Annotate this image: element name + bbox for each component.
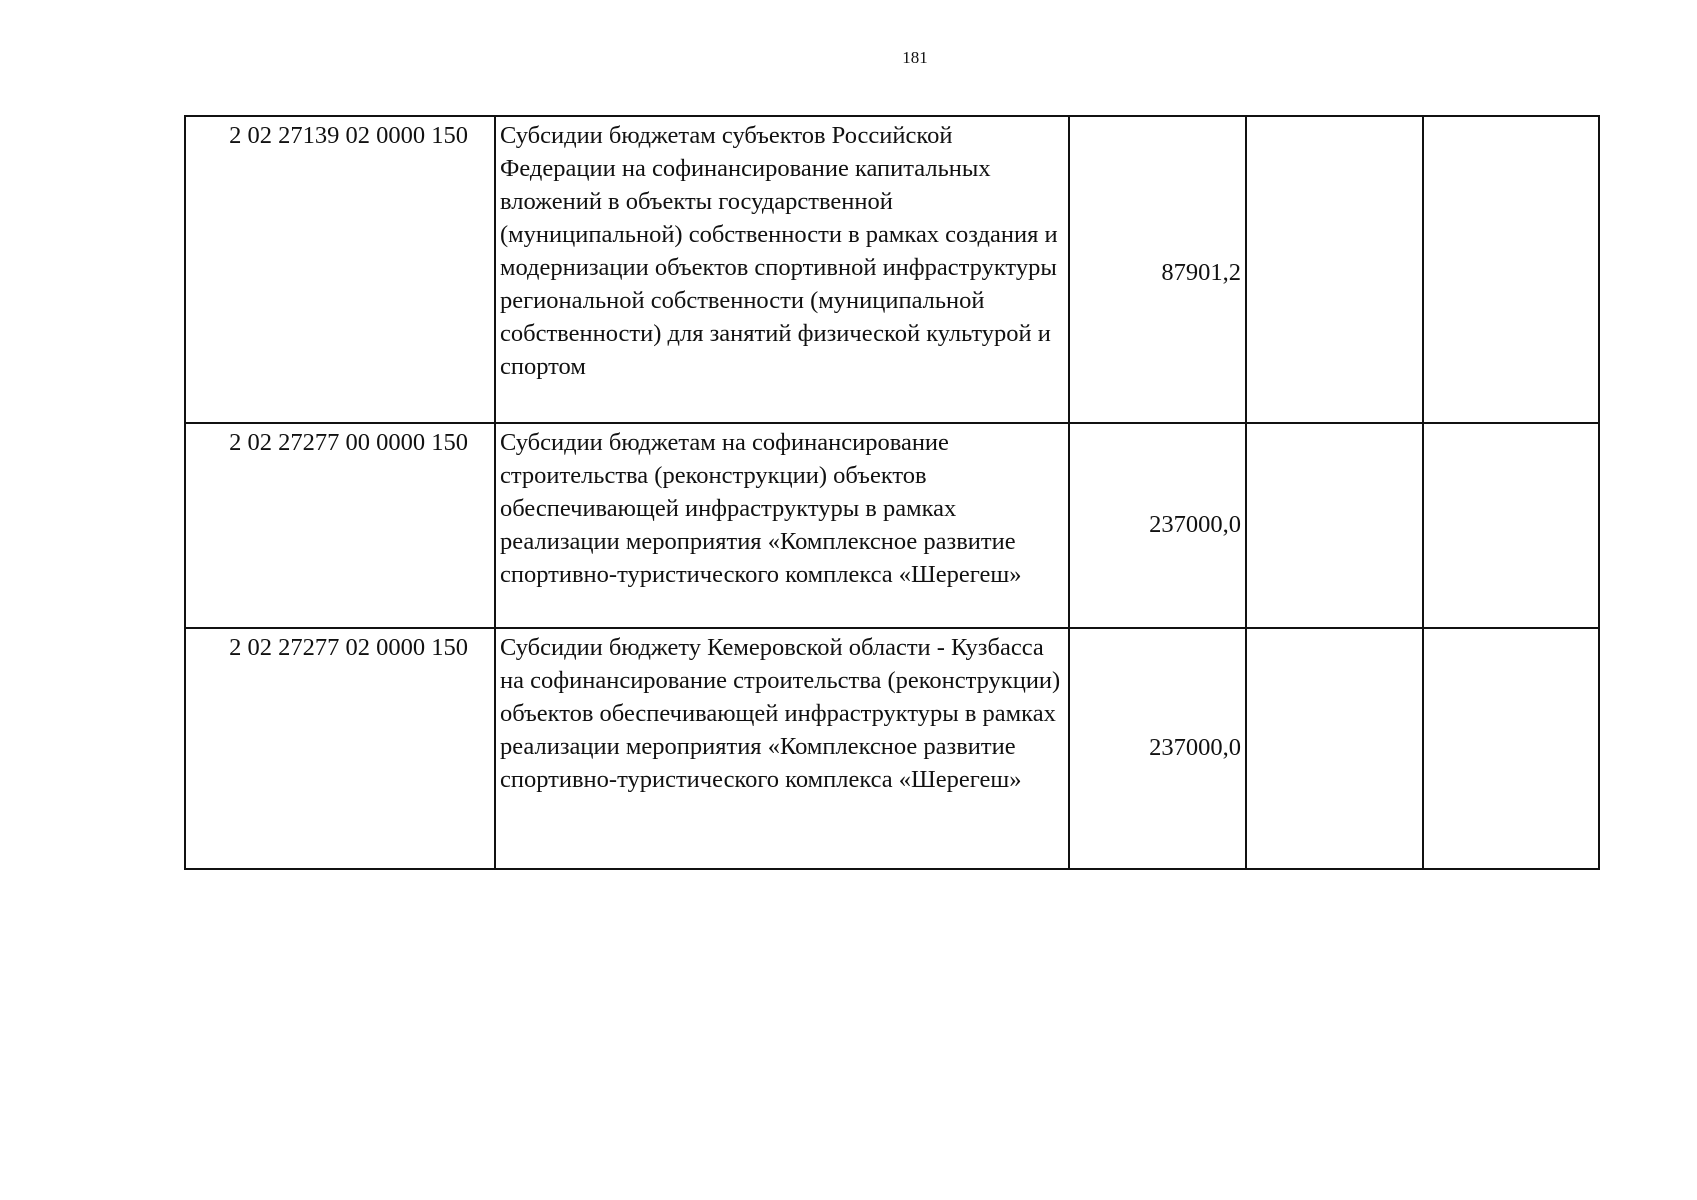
table-row (185, 423, 1599, 628)
amount-cell: 237000,0 (1069, 423, 1246, 628)
empty-cell (1423, 116, 1599, 423)
empty-cell (1423, 628, 1599, 869)
table-row (185, 116, 1599, 423)
budget-code-cell: 2 02 27277 02 0000 150 (185, 628, 495, 869)
amount-cell: 87901,2 (1069, 116, 1246, 423)
budget-code-cell: 2 02 27139 02 0000 150 (185, 116, 495, 423)
description-cell: Субсидии бюджетам на софинансирование строительства (реконструкции) объектов обеспечивающей инфраструктуры в рамках реализации мероприятия «Комплексное развитие спортивно-туристического комплекса «Шерегеш» (495, 423, 1069, 628)
budget-code-cell: 2 02 27277 00 0000 150 (185, 423, 495, 628)
empty-cell (1423, 423, 1599, 628)
empty-cell (1246, 628, 1423, 869)
table-row (185, 628, 1599, 869)
description-cell: Субсидии бюджету Кемеровской области - Кузбасса на софинансирование строительства (реконструкции) объектов обеспечивающей инфраструктуры в рамках реализации мероприятия «Комплексное развитие спортивно-туристического комплекса «Шерегеш» (495, 628, 1069, 869)
description-cell: Субсидии бюджетам субъектов Российской Федерации на софинансирование капитальных вложений в объекты государственной (муниципальной) собственности в рамках создания и модернизации объектов спортивной инфраструктуры региональной собственности (муниципальной собственности) для занятий физической культурой и спортом (495, 116, 1069, 423)
budget-table (184, 115, 1600, 870)
empty-cell (1246, 423, 1423, 628)
page-number: 181 (902, 48, 928, 67)
amount-cell: 237000,0 (1069, 628, 1246, 869)
empty-cell (1246, 116, 1423, 423)
